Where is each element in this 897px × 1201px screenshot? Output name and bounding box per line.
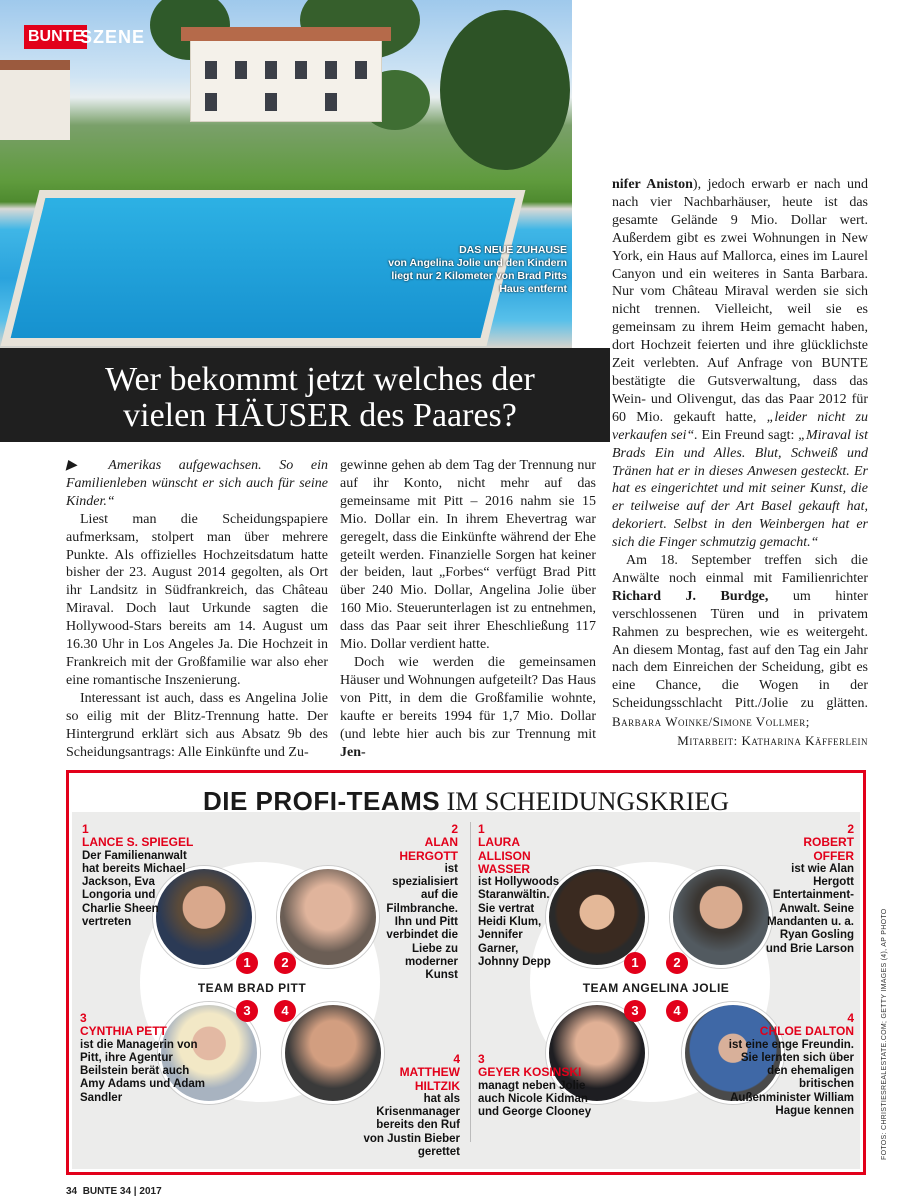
person-lance-spiegel: 1 LANCE S. SPIEGEL Der Familienanwalt hat bereits Michael Jackson, Eva Longoria und Charlie Sheen vertreten xyxy=(82,822,194,929)
team-divider xyxy=(470,822,471,1142)
article-paragraph: nifer Aniston), jedoch erwarb er nach und nach vier Nachbarhäuser, heute ist das gesamte Gelände 9 Mio. Dollar wert. Außerdem gibt es zwei Wohnungen in New York, ein Haus auf Mallorca, eines im Laurel Canyon und ein weiteres in Santa Barbara. Nur vom Château Miraval werden sie sich nicht trennen. Vielleicht, weil sie es gemeinsam zu ihrem Heim gemacht haben, dort Hochzeit feierten und ihre glücklichste Zeit verlebten. Auf Anfrage von BUNTE bestätigte die Gutsverwaltung, dass das Wein- und Olivengut, das das Paar 2012 für 60 Mio. gekauft hatte, „leider nicht zu verkaufen sei“. Ein Freund sagt: „Miraval ist Brads Ein und Alles. Blut, Schweiß und Tränen hat er in dieses Anwesen gesteckt. Er hat es eingerichtet und mit seiner Kunst, die er teilweise auf der Art Basel gekauft hat, dekoriert. Selbst in den Weinbergen hat er sich die Finger schmutzig gemacht.“ xyxy=(612,177,869,551)
badge-number: 1 xyxy=(624,952,646,974)
magazine-issue: BUNTE 34 | 2017 xyxy=(82,1186,162,1197)
page-number: 34 xyxy=(66,1186,78,1197)
person-matthew-hiltzik: 4 MATTHEW HILTZIK hat als Krisenmanager bereits den Ruf von Justin Bieber gerettet xyxy=(363,1052,460,1159)
badge-number: 3 xyxy=(236,1000,258,1022)
person-chloe-dalton: 4 CHLOE DALTON ist eine enge Freundin. Sie lernten sich über den ehemaligen britischen Außenminister William Hague kennen xyxy=(728,1011,854,1118)
article-paragraph: ▶ Amerikas aufgewachsen. So ein Familienleben wünscht er sich auch für seine Kinder.“ xyxy=(66,458,329,509)
person-robert-offer: 2 ROBERT OFFER ist wie Alan Hergott Entertainment-Anwalt. Seine Mandanten u. a. Ryan Gosling und Brie Larson xyxy=(765,822,854,955)
bunte-logo: BUNTE xyxy=(24,25,87,49)
team-pitt-label: TEAM BRAD PITT xyxy=(197,981,307,995)
page-footer xyxy=(66,1186,162,1197)
headline: Wer bekommt jetzt welches der vielen HÄUSER des Paares? xyxy=(105,361,535,434)
team-jolie-label: TEAM ANGELINA JOLIE xyxy=(582,981,730,995)
villa-house xyxy=(190,40,382,122)
article-paragraph: Liest man die Scheidungspapiere aufmerksam, stolpert man über mehrere Punkte. Als offizielles Hochzeitsdatum hatte bisher der 23. August 2014 gegolten, als Ort ihr Landsitz in Südfrankreich, das Château Miraval. Doch laut Urkunde sagten die Hollywood-Stars bereits am 14. August um 16.30 Uhr in Los Angeles Ja. Die Hochzeit in Frankreich mit der Großfamilie war also eher eine romantische Inszenierung. xyxy=(66,511,328,688)
badge-number: 4 xyxy=(274,1000,296,1022)
person-geyer-kosinski: 3 GEYER KOSINSKI managt neben Jolie auch Nicole Kidman und George Clooney xyxy=(478,1052,592,1119)
caption-highlight: DAS NEUE ZUHAUSE xyxy=(459,244,567,256)
alan-hergott-photo xyxy=(277,866,379,968)
photo-credit: FOTOS: CHRISTIESREALESTATE.COM; GETTY IMAGES (4), AP PHOTO xyxy=(881,908,888,1160)
robert-offer-photo xyxy=(670,866,772,968)
article-column-1 xyxy=(66,457,328,761)
contributors: Mitarbeit: Katharina Käfferlein xyxy=(677,733,868,749)
article-paragraph: gewinne gehen ab dem Tag der Trennung nur auf ihr Konto, nicht mehr auf das gemeinsame mit Pitt – 2016 nahm sie 15 Mio. Dollar ein. In ihrem Ehevertrag war geregelt, dass die Einkünfte während der Ehe geteilt werden. Finanzielle Sorgen hat keiner der beiden, laut „Forbes“ verfügt Brad Pitt über 240 Mio. Dollar, Angelina Jolie über 160 Mio. Steuerunterlagen ist zu entnehmen, dass das Paar seit ihrer Eheschließung 117 Mio. Dollar verdient hatte. xyxy=(340,458,596,653)
person-cynthia-pett: 3 CYNTHIA PETT ist die Managerin von Pitt, ihre Agentur Beilstein berät auch Amy Adams und Adam Sandler xyxy=(80,1011,206,1104)
badge-number: 2 xyxy=(274,952,296,974)
side-house xyxy=(0,70,70,140)
box-title: DIE PROFI-TEAMS IM SCHEIDUNGSKRIEG xyxy=(202,786,730,816)
article-column-3 xyxy=(612,176,868,750)
badge-number: 3 xyxy=(624,1000,646,1022)
person-laura-wasser: 1 LAURA ALLISON WASSER ist Hollywoods Staranwältin. Sie vertrat Heidi Klum, Jennifer Garner, Johnny Depp xyxy=(478,822,560,968)
badge-number: 1 xyxy=(236,952,258,974)
badge-number: 4 xyxy=(666,1000,688,1022)
authors: Barbara Woinke/Simone Vollmer; xyxy=(612,714,810,730)
article-paragraph: Interessant ist auch, dass es Angelina Jolie so eilig mit der Blitz-Trennung hatte. Der Hintergrund erklärt sich aus Absatz 9b des Scheidungsantrags: Alle Einkünfte und Zu- xyxy=(66,690,328,760)
section-label: SZENE xyxy=(80,27,146,47)
article-column-2 xyxy=(340,457,596,761)
caption-text: von Angelina Jolie und den Kindern liegt nur 2 Kilometer von Brad Pitts Haus entfernt xyxy=(388,257,567,295)
badge-number: 2 xyxy=(666,952,688,974)
article-paragraph: Am 18. September treffen sich die Anwälte noch einmal mit Familienrichter Richard J. Burdge, um hinter verschlossenen Türen und in privatem Rahmen zu besprechen, wie es weitergeht. An diesem Montag, fast auf den Tag ein Jahr nach dem Einreichen der Scheidung, gibt es eine Chance, die Wogen in der Scheidungsschlacht Pitt./Jolie zu glätten. Barbara Woinke/Simone Vollmer; xyxy=(612,553,869,730)
person-alan-hergott: 2 ALAN HERGOTT ist spezialisiert auf die Filmbranche. Ihn und Pitt verbindet die Liebe zu moderner Kunst xyxy=(386,822,458,982)
photo-caption xyxy=(367,244,567,296)
article-paragraph: Doch wie werden die gemeinsamen Häuser und Wohnungen aufgeteilt? Das Haus von Pitt, in dem die Großfamilie wohnte, kaufte er bereits 1994 für 1,7 Mio. Dollar (und lebte hier auch bis zur Trennung mit Jen- xyxy=(340,654,596,760)
